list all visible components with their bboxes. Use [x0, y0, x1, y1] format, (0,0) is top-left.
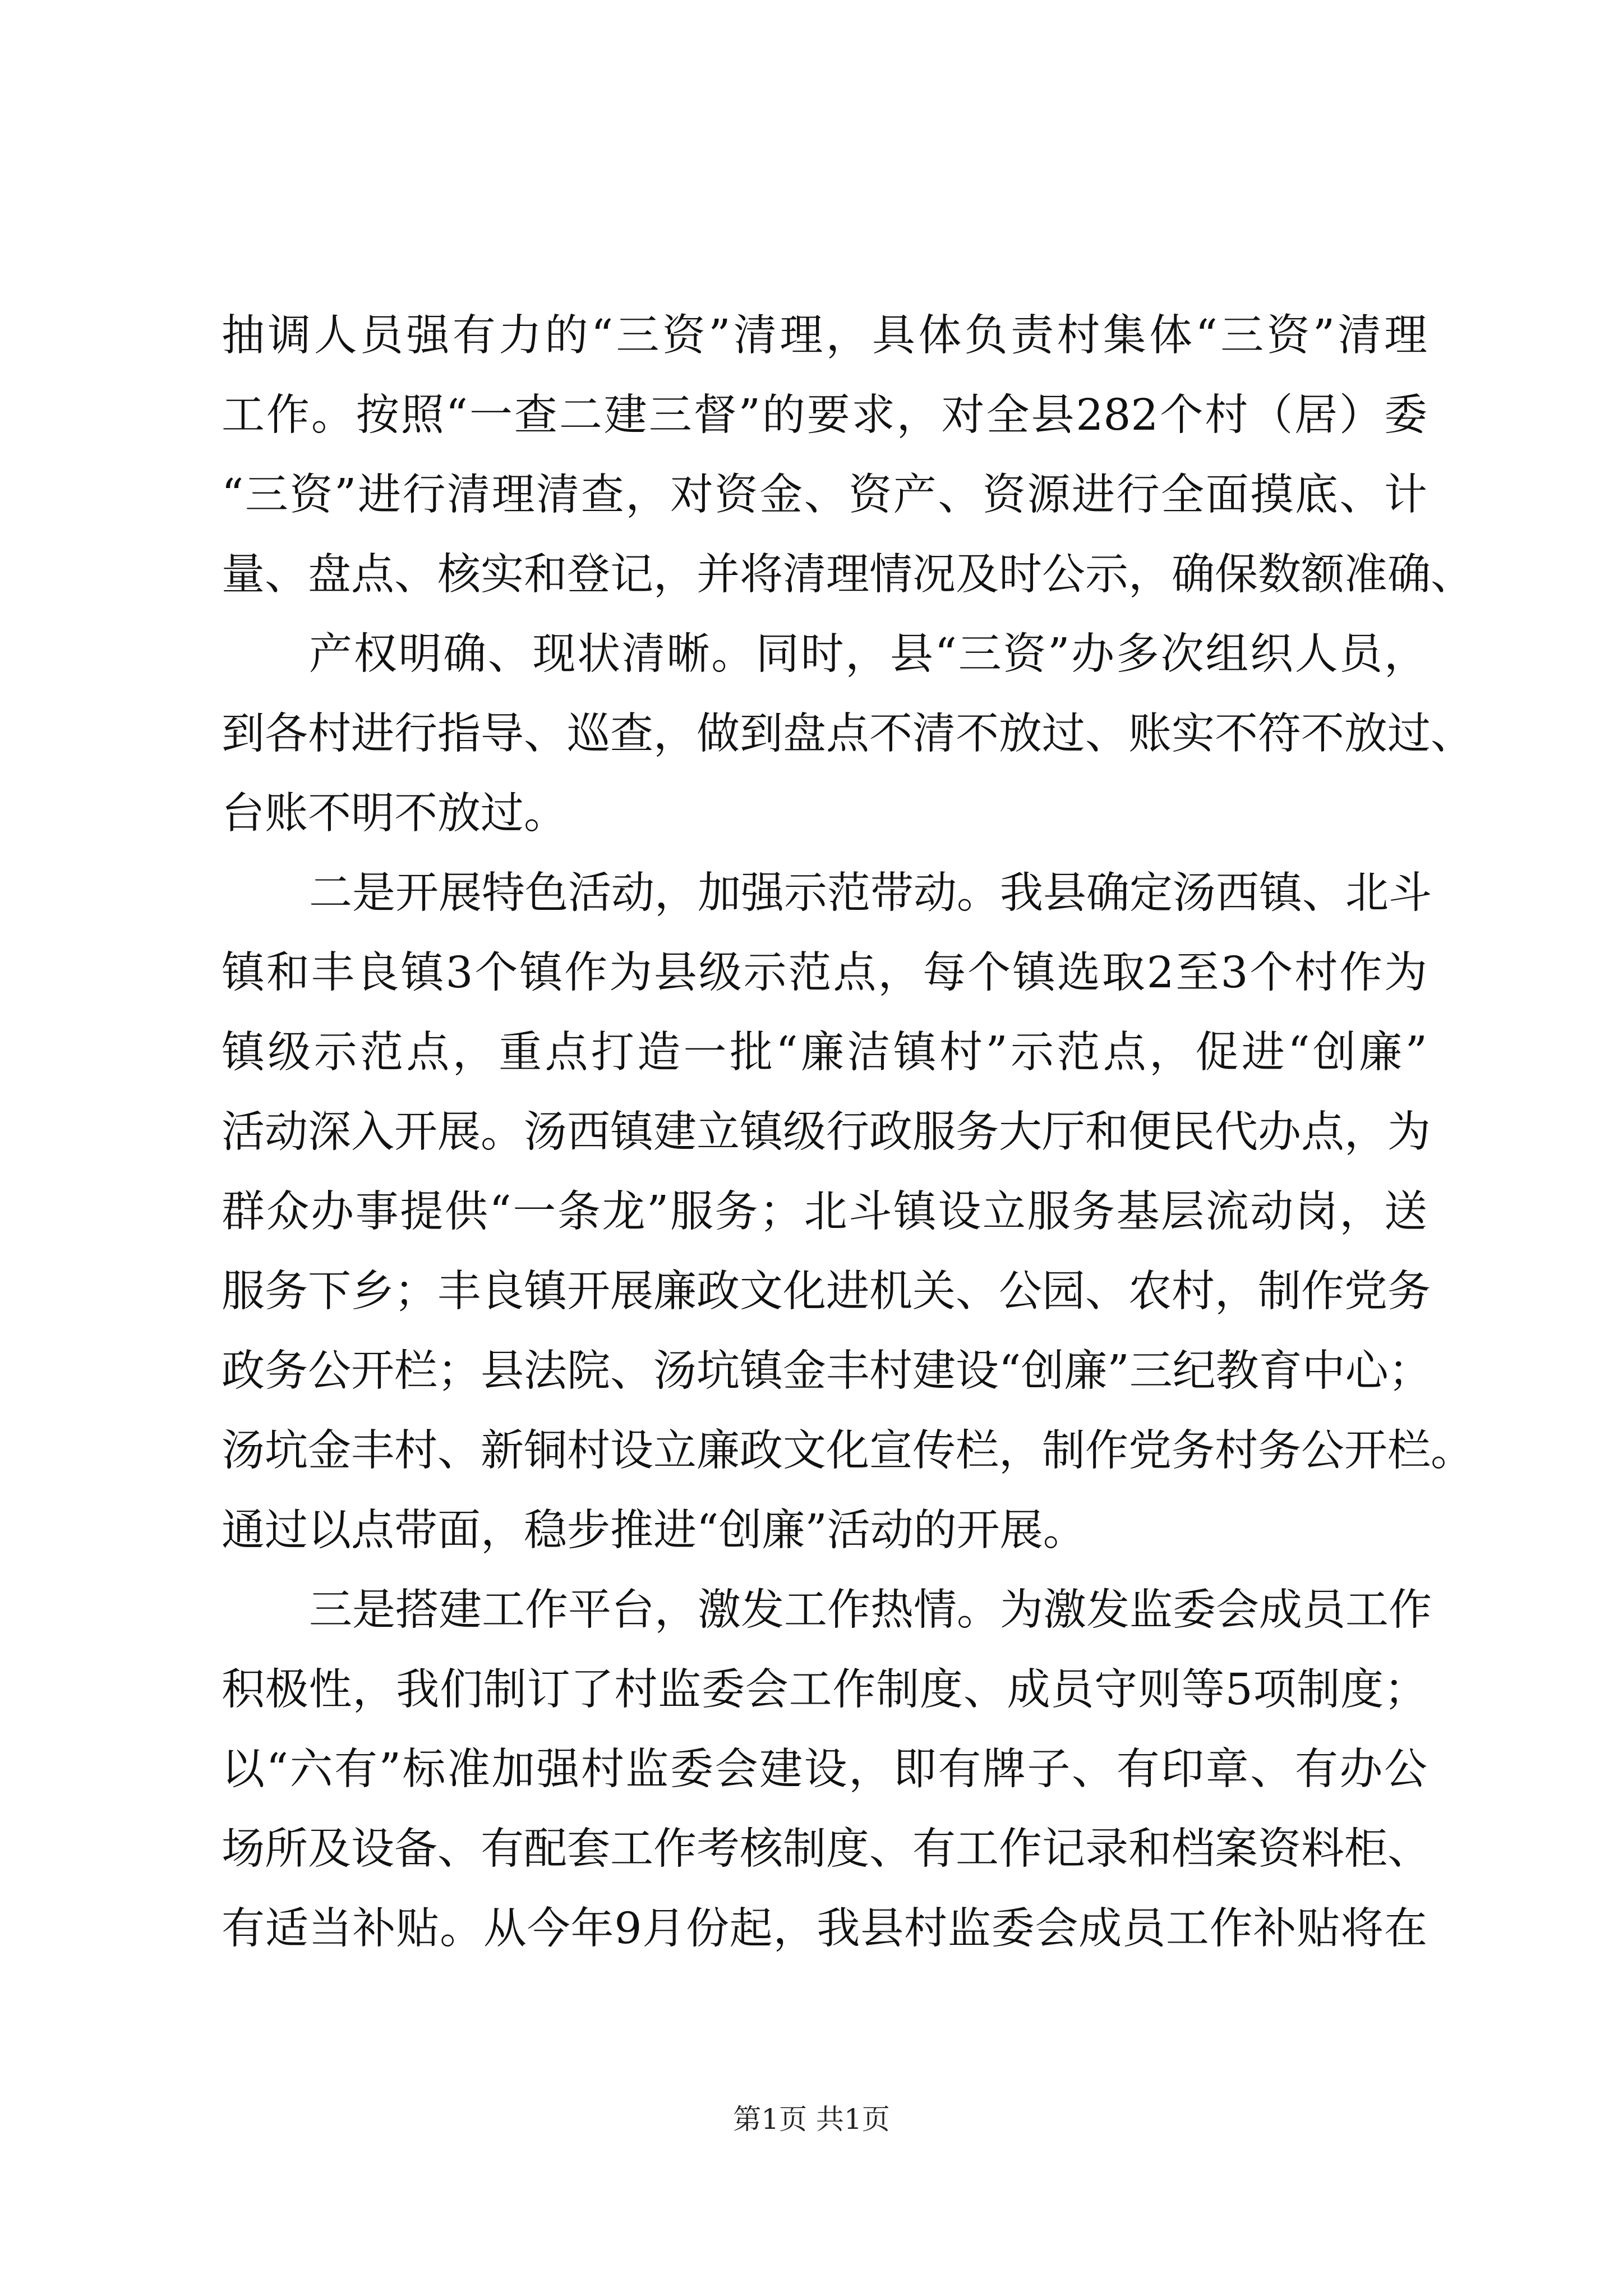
- page-number-footer: 第1页 共1页: [733, 2103, 890, 2136]
- text-line: 场所及设备、有配套工作考核制度、有工作记录和档案资料柜、: [222, 1824, 1431, 1874]
- text-line: 产权明确、现状清晰。同时，县“三资”办多次组织人员，: [309, 629, 1427, 679]
- paragraph-start-line: 二是开展特色活动，加强示范带动。我县确定汤西镇、北斗: [309, 868, 1432, 918]
- text-line: 工作。按照“一查二建三督”的要求，对全县282个村（居）委: [222, 390, 1427, 440]
- text-line: 量、盘点、核实和登记，并将清理情况及时公示，确保数额准确、: [222, 550, 1474, 600]
- text-line: 群众办事提供“一条龙”服务；北斗镇设立服务基层流动岗，送: [222, 1187, 1427, 1237]
- text-line: 抽调人员强有力的“三资”清理，具体负责村集体“三资”清理: [222, 311, 1427, 361]
- text-line: 汤坑金丰村、新铜村设立廉政文化宣传栏，制作党务村务公开栏。: [222, 1426, 1474, 1476]
- document-body: [222, 296, 1474, 1969]
- text-line: 到各村进行指导、巡查，做到盘点不清不放过、账实不符不放过、: [222, 709, 1474, 759]
- text-line: 活动深入开展。汤西镇建立镇级行政服务大厅和便民代办点，为: [222, 1107, 1431, 1157]
- text-line: 台账不明不放过。: [222, 789, 567, 839]
- paragraph-start-line: 三是搭建工作平台，激发工作热情。为激发监委会成员工作: [309, 1585, 1432, 1635]
- text-line: 镇级示范点，重点打造一批“廉洁镇村”示范点，促进“创廉”: [222, 1028, 1427, 1078]
- text-line: 政务公开栏；县法院、汤坑镇金丰村建设“创廉”三纪教育中心；: [222, 1346, 1432, 1396]
- text-line: 服务下乡；丰良镇开展廉政文化进机关、公园、农村，制作党务: [222, 1267, 1431, 1317]
- text-line: “三资”进行清理清查，对资金、资产、资源进行全面摸底、计: [222, 470, 1427, 520]
- text-line: 通过以点带面，稳步推进“创廉”活动的开展。: [222, 1506, 1086, 1556]
- text-line: 以“六有”标准加强村监委会建设，即有牌子、有印章、有办公: [222, 1745, 1427, 1795]
- text-line: 镇和丰良镇3个镇作为县级示范点，每个镇选取2至3个村作为: [222, 948, 1427, 998]
- text-line: 有适当补贴。从今年9月份起，我县村监委会成员工作补贴将在: [222, 1904, 1427, 1954]
- text-line: 积极性，我们制订了村监委会工作制度、成员守则等5项制度；: [222, 1665, 1427, 1715]
